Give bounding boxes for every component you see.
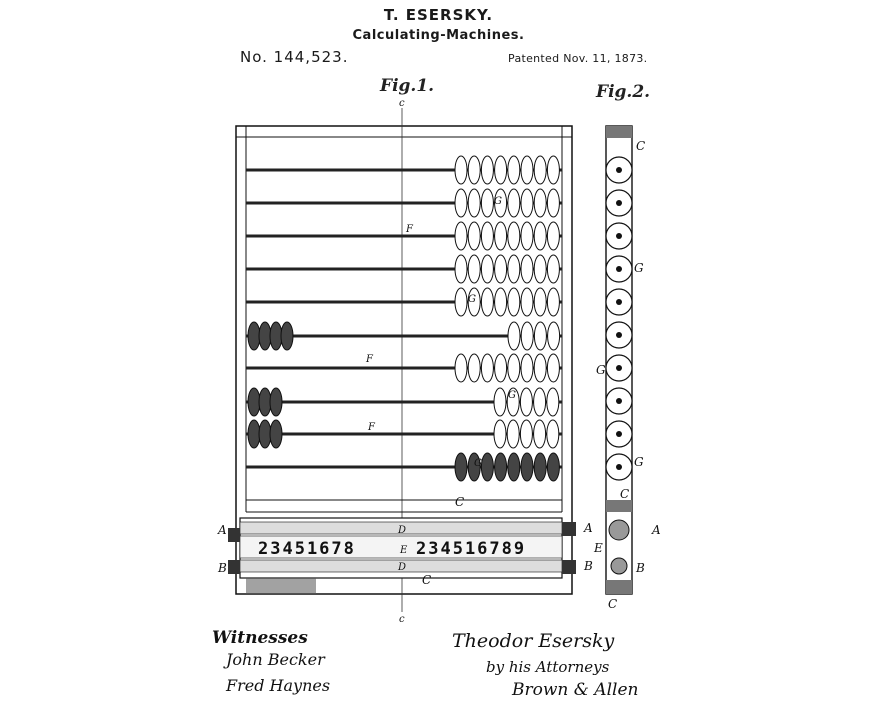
- bead: [495, 255, 507, 283]
- bead: [521, 288, 533, 316]
- bead: [495, 222, 507, 250]
- label-B-left: B: [218, 561, 227, 575]
- bead: [534, 388, 546, 416]
- side-bead-hole: [616, 431, 622, 437]
- bead: [481, 453, 493, 481]
- bead: [481, 288, 493, 316]
- side-bead-hole: [616, 332, 622, 338]
- label-F-1: F: [406, 224, 413, 235]
- patent-title: Calculating-Machines.: [352, 28, 525, 43]
- inventor-signature: Theodor Esersky: [452, 630, 615, 652]
- bead: [481, 255, 493, 283]
- bead: [248, 388, 260, 416]
- bead: [495, 453, 507, 481]
- witness-1-signature: John Becker: [226, 650, 325, 669]
- counter-digits-left: 23451678: [258, 539, 356, 559]
- bead: [547, 354, 559, 382]
- label-G-1: G: [494, 196, 502, 207]
- bead: [521, 322, 533, 350]
- bead: [508, 255, 520, 283]
- bead: [481, 189, 493, 217]
- bead: [259, 322, 271, 350]
- knob-right-B: [562, 560, 576, 574]
- bead: [455, 288, 467, 316]
- bead: [270, 420, 282, 448]
- label-E-1: E: [400, 545, 408, 556]
- fig2-label-C-top: C: [636, 139, 646, 153]
- bead: [534, 322, 546, 350]
- bead: [508, 189, 520, 217]
- fig2-bottom-hatch: [606, 580, 632, 594]
- bead: [534, 288, 546, 316]
- bead: [534, 420, 546, 448]
- bead: [508, 354, 520, 382]
- bead: [270, 388, 282, 416]
- bead: [547, 420, 559, 448]
- witness-2-signature: Fred Haynes: [226, 676, 331, 695]
- side-bead-hole: [616, 200, 622, 206]
- side-bead-hole: [616, 167, 622, 173]
- knob-right-A: [562, 522, 576, 536]
- label-G-2: G: [468, 294, 476, 305]
- fig2-label-A: A: [652, 523, 661, 537]
- bead: [508, 156, 520, 184]
- attorney-line: by his Attorneys: [486, 658, 610, 676]
- side-bead-hole: [616, 266, 622, 272]
- knob-left-A: [228, 528, 240, 542]
- patent-number: No. 144,523.: [240, 48, 349, 66]
- label-C-counter: C: [455, 495, 465, 509]
- section-mark-c-top: c: [399, 98, 405, 109]
- side-bead-hole: [616, 464, 622, 470]
- bead: [521, 222, 533, 250]
- label-G-4: G: [474, 458, 482, 469]
- bead: [248, 322, 260, 350]
- attorney-signature: Brown & Allen: [512, 680, 639, 700]
- bead: [455, 189, 467, 217]
- counter-digits-right: 234516789: [416, 539, 527, 559]
- fig1-label: Fig.1.: [380, 76, 435, 96]
- bead: [508, 222, 520, 250]
- witnesses-heading: Witnesses: [212, 628, 308, 648]
- bead: [455, 354, 467, 382]
- bead: [468, 354, 480, 382]
- bead: [495, 288, 507, 316]
- bead: [248, 420, 260, 448]
- bead: [468, 189, 480, 217]
- bead: [547, 388, 559, 416]
- fig2-top-hatch: [606, 126, 632, 138]
- bead: [534, 255, 546, 283]
- bead: [548, 322, 560, 350]
- fig2-wheel-A: [609, 520, 629, 540]
- bead: [481, 156, 493, 184]
- label-A-left: A: [218, 523, 227, 537]
- bead: [547, 288, 559, 316]
- label-A-right: A: [584, 521, 593, 535]
- knob-left-B: [228, 560, 240, 574]
- fig2-label-C-mid: C: [620, 487, 630, 501]
- bead: [468, 156, 480, 184]
- label-D-1: D: [398, 525, 407, 536]
- bead: [534, 156, 546, 184]
- bead: [508, 453, 520, 481]
- fig2-label: Fig.2.: [596, 82, 651, 102]
- side-bead-hole: [616, 365, 622, 371]
- label-D-2: D: [398, 562, 407, 573]
- fig2-label-B: B: [636, 561, 645, 575]
- bead: [455, 255, 467, 283]
- label-F-2: F: [366, 354, 373, 365]
- fig2-label-C-bottom: C: [608, 597, 618, 611]
- bead: [494, 420, 506, 448]
- bead: [468, 255, 480, 283]
- bead: [508, 322, 520, 350]
- fig2-wheel-B: [611, 558, 627, 574]
- bead: [534, 453, 546, 481]
- label-B-right: B: [584, 559, 593, 573]
- bead: [270, 322, 282, 350]
- side-bead-hole: [616, 398, 622, 404]
- fig2-label-G-3: G: [634, 455, 644, 469]
- side-bead-hole: [616, 233, 622, 239]
- bead: [547, 189, 559, 217]
- bead: [521, 354, 533, 382]
- label-F-3: F: [368, 422, 375, 433]
- bead: [481, 222, 493, 250]
- fig2-label-E: E: [594, 541, 603, 555]
- side-bead-hole: [616, 299, 622, 305]
- bead: [259, 420, 271, 448]
- section-mark-c-bottom: c: [399, 614, 405, 625]
- bead: [521, 156, 533, 184]
- bead: [547, 453, 559, 481]
- bead: [508, 288, 520, 316]
- bead: [455, 222, 467, 250]
- bead: [534, 222, 546, 250]
- bead: [547, 222, 559, 250]
- abacus-beads: [248, 156, 560, 481]
- patent-date: Patented Nov. 11, 1873.: [508, 52, 648, 65]
- bead: [521, 255, 533, 283]
- fig2-label-G-1: G: [634, 261, 644, 275]
- fig2-side-beads: [606, 157, 632, 480]
- patent-inventor-name: T. ESERSKY.: [383, 6, 494, 24]
- bead: [520, 420, 532, 448]
- bead: [455, 156, 467, 184]
- bead: [534, 189, 546, 217]
- label-C-lower: C: [422, 573, 432, 587]
- bead: [259, 388, 271, 416]
- bead: [455, 453, 467, 481]
- bead: [520, 388, 532, 416]
- label-G-3: G: [508, 390, 516, 401]
- bead: [521, 189, 533, 217]
- bead: [494, 388, 506, 416]
- bead: [534, 354, 546, 382]
- bead: [521, 453, 533, 481]
- bead: [495, 156, 507, 184]
- bead: [281, 322, 293, 350]
- bead: [507, 420, 519, 448]
- bead: [547, 255, 559, 283]
- fig2-mid-hatch: [606, 500, 632, 512]
- bead: [495, 354, 507, 382]
- bead: [547, 156, 559, 184]
- bead: [481, 354, 493, 382]
- bead: [468, 222, 480, 250]
- fig2-label-G-2: G: [596, 363, 606, 377]
- base-hatch: [246, 578, 316, 594]
